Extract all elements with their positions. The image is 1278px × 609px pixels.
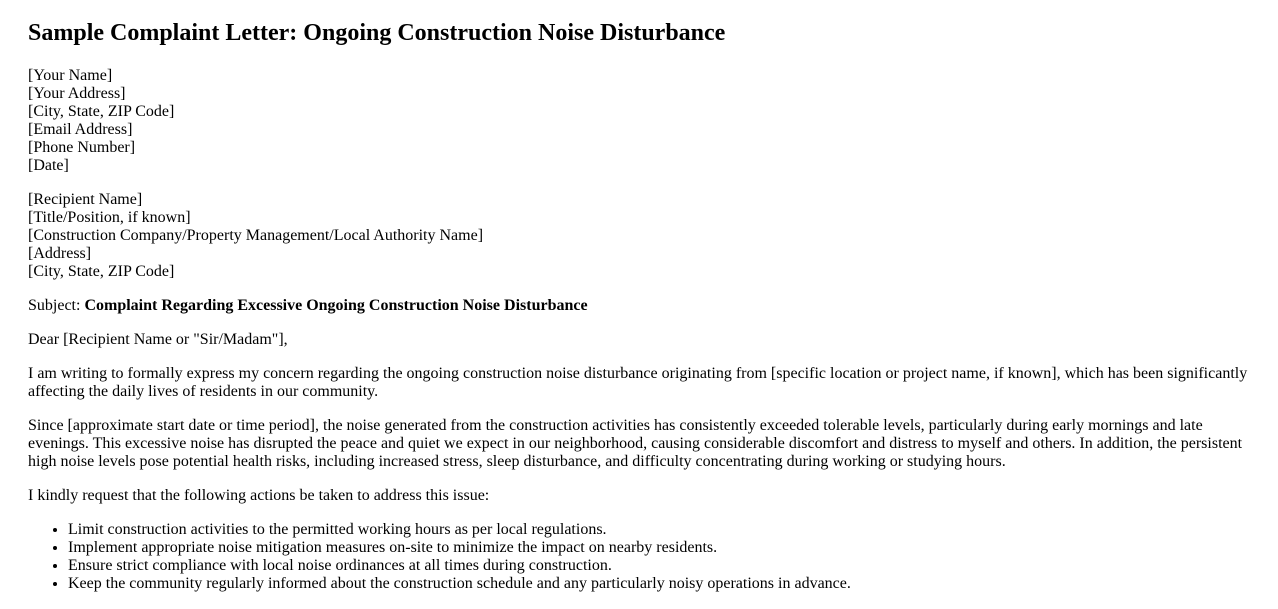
sender-email-line: [Email Address] [28,121,133,138]
salutation: Dear [Recipient Name or "Sir/Madam"], [28,331,288,348]
letter-document [28,20,1250,593]
sender-city-line: [City, State, ZIP Code] [28,103,175,120]
request-intro: I kindly request that the following actions be taken to address this issue: [28,487,490,504]
request-list [28,521,1250,593]
recipient-name-line: [Recipient Name] [28,191,143,208]
request-item: • Implement appropriate noise mitigation measures on-site to minimize the impact on nearby residents. [68,539,1250,557]
recipient-address-line: [Address] [28,245,92,262]
sender-address-line: [Your Address] [28,85,126,102]
body-paragraph-1: I am writing to formally express my concern regarding the ongoing construction noise disturbance originating from [specific location or project name, if known], which has been significantly affecting the daily lives of residents in our community. [28,365,1248,400]
request-item: • Ensure strict compliance with local noise ordinances at all times during construction. [68,557,1250,575]
subject-text: Complaint Regarding Excessive Ongoing Construction Noise Disturbance [84,297,588,314]
recipient-city-line: [City, State, ZIP Code] [28,263,175,280]
request-item: • Limit construction activities to the permitted working hours as per local regulations. [68,521,1250,539]
sender-name-line: [Your Name] [28,67,113,84]
recipient-block [28,191,1250,281]
subject-label: Subject: [28,297,85,314]
subject-line [28,297,1250,315]
request-item: • Keep the community regularly informed about the construction schedule and any particularly noisy operations in advance. [68,575,1250,593]
sender-phone-line: [Phone Number] [28,139,136,156]
body-paragraph-2: Since [approximate start date or time period], the noise generated from the construction activities has consistently exceeded tolerable levels, particularly during early mornings and late evenings. This excessive noise has disrupted the peace and quiet we expect in our neighborhood, causing considerable discomfort and distress to myself and others. In addition, the persistent high noise levels pose potential health risks, including increased stress, sleep disturbance, and difficulty concentrating during working or studying hours. [28,417,1243,470]
recipient-company-line: [Construction Company/Property Management/Local Authority Name] [28,227,484,244]
sender-block [28,67,1250,175]
page-title: Sample Complaint Letter: Ongoing Construction Noise Disturbance [28,20,726,46]
sender-date-line: [Date] [28,157,69,174]
recipient-title-line: [Title/Position, if known] [28,209,191,226]
